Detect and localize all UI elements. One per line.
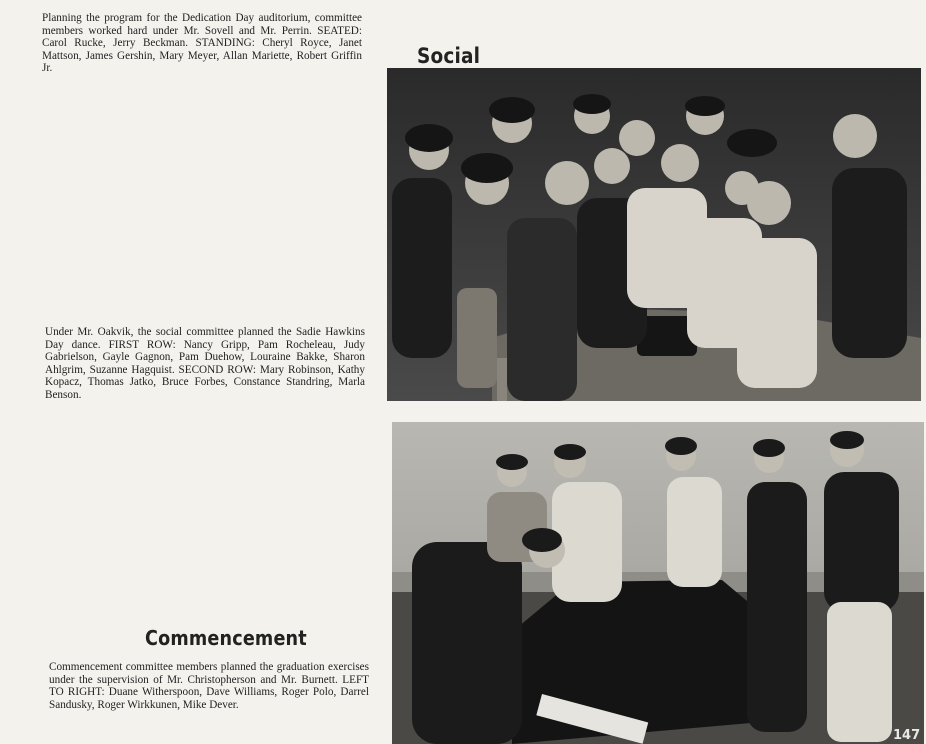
social-caption: Under Mr. Oakvik, the social committee planned the Sadie Hawkins Day dance. FIRST ROW: Nancy Gripp, Pam Rocheleau, Judy Gabrielson, Gayle Gagnon, Pam Duehow, Louraine Bakke, Sharon Ahlgrim, Suzanne Hagquist. SECOND ROW: Mary Robinson, Kathy Kopacz, Thomas Jatko, Bruce Forbes, Constance Standring, Marla Benson. (45, 326, 365, 401)
commencement-heading: Commencement (145, 626, 307, 650)
social-committee-photo (387, 68, 921, 401)
dedication-caption: Planning the program for the Dedication Day auditorium, committee members worked hard under Mr. Sovell and Mr. Perrin. SEATED: Carol Rucke, Jerry Beckman. STANDING: Cheryl Royce, Janet Mattson, James Gershin, Mary Meyer, Allan Mariette, Robert Griffin Jr. (42, 12, 362, 75)
page-number: 147 (893, 728, 921, 743)
commencement-caption: Commencement committee members planned the graduation exercises under the supervision of Mr. Christopherson and Mr. Burnett. LEFT TO RIGHT: Duane Witherspoon, Dave Williams, Roger Polo, Darrel Sandusky, Roger Wirkkunen, Mike Dever. (49, 661, 369, 711)
commencement-committee-photo (392, 422, 924, 744)
social-heading: Social (417, 44, 481, 68)
